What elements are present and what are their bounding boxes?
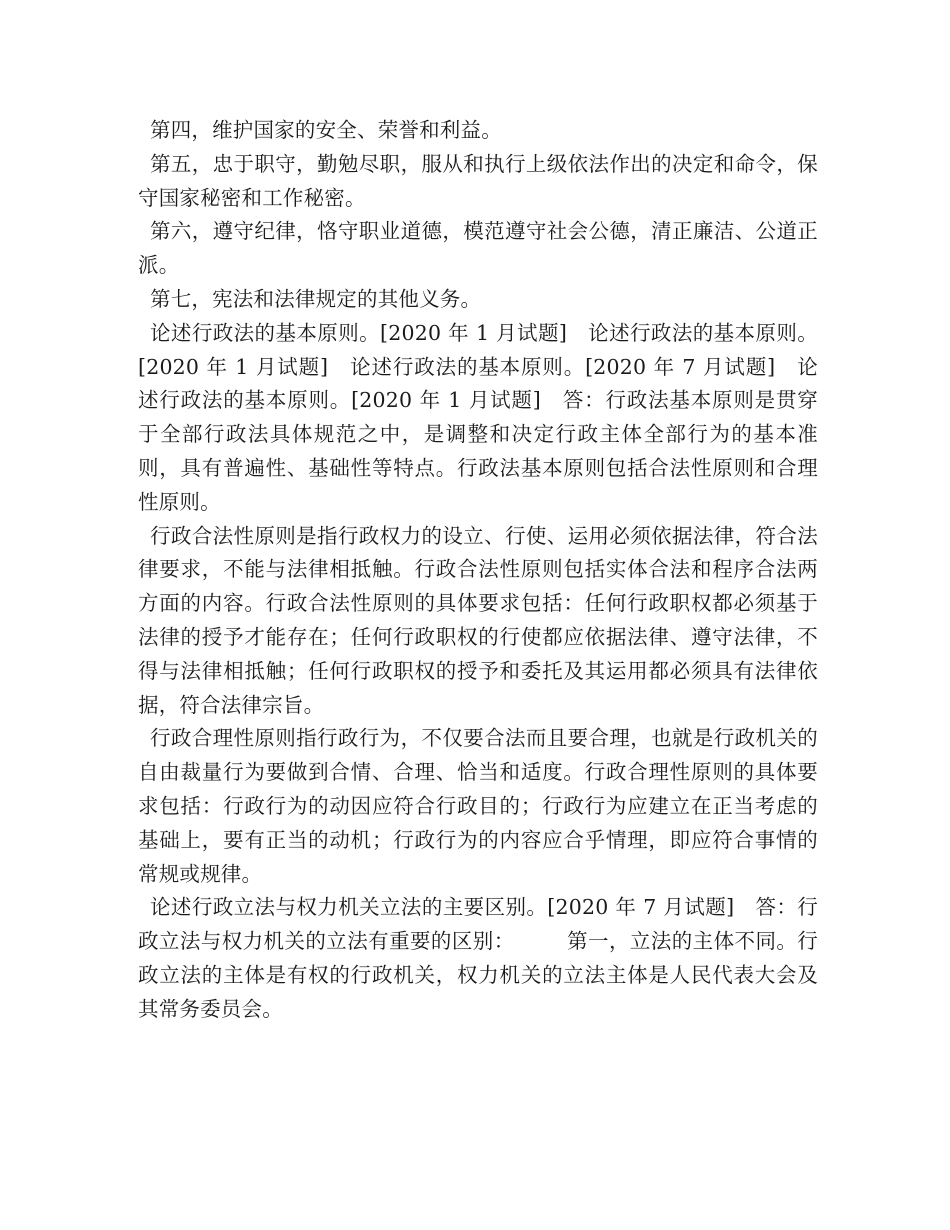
paragraph-duty-7: 第七，宪法和法律规定的其他义务。 [150, 286, 482, 311]
document-body [138, 114, 818, 1027]
paragraph-rationality-principle: 行政合理性原则指行政行为，不仅要合法而且要合理，也就是行政机关的自由裁量行为要做到合情、合理、恰当和适度。行政合理性原则的具体要求包括：行政行为的动因应符合行政目的；行政行为应建立在正当考虑的基础上，要有正当的动机；行政行为的内容应合乎情理，即应符合事情的常规或规律。 [138, 726, 818, 886]
paragraph-duty-6: 第六，遵守纪律，恪守职业道德，模范遵守社会公德，清正廉洁、公道正派。 [138, 219, 818, 278]
paragraph-duty-4: 第四，维护国家的安全、荣誉和利益。 [150, 118, 502, 142]
paragraph-duty-5: 第五，忠于职守，勤勉尽职，服从和执行上级依法作出的决定和命令，保守国家秘密和工作秘密。 [138, 151, 818, 210]
paragraph-legality-principle: 行政合法性原则是指行政权力的设立、行使、运用必须依据法律，符合法律要求，不能与法律相抵触。行政合法性原则包括实体合法和程序合法两方面的内容。行政合法性原则的具体要求包括：任何行政职权都必须基于法律的授予才能存在；任何行政职权的行使都应依据法律、遵守法律，不得与法律相抵触；任何行政职权的授予和委托及其运用都必须具有法律依据，符合法律宗旨。 [138, 523, 818, 717]
paragraph-legislation-differences: 论述行政立法与权力机关立法的主要区别。[2020 年 7 月试题] 答：行政立法与权力机关的立法有重要的区别： 第一，立法的主体不同。行政立法的主体是有权的行政机关，权力机关的立法主体是人民代表大会及其常务委员会。 [138, 895, 818, 1021]
paragraph-basic-principles: 论述行政法的基本原则。[2020 年 1 月试题] 论述行政法的基本原则。[2020 年 1 月试题] 论述行政法的基本原则。[2020 年 7 月试题] 论述行政法的基本原则。[2020 年 1 月试题] 答：行政法基本原则是贯穿于全部行政法具体规范之中，是调整和决定行政主体全部行为的基本准则，具有普遍性、基础性等特点。行政法基本原则包括合法性原则和合理性原则。 [138, 320, 818, 514]
